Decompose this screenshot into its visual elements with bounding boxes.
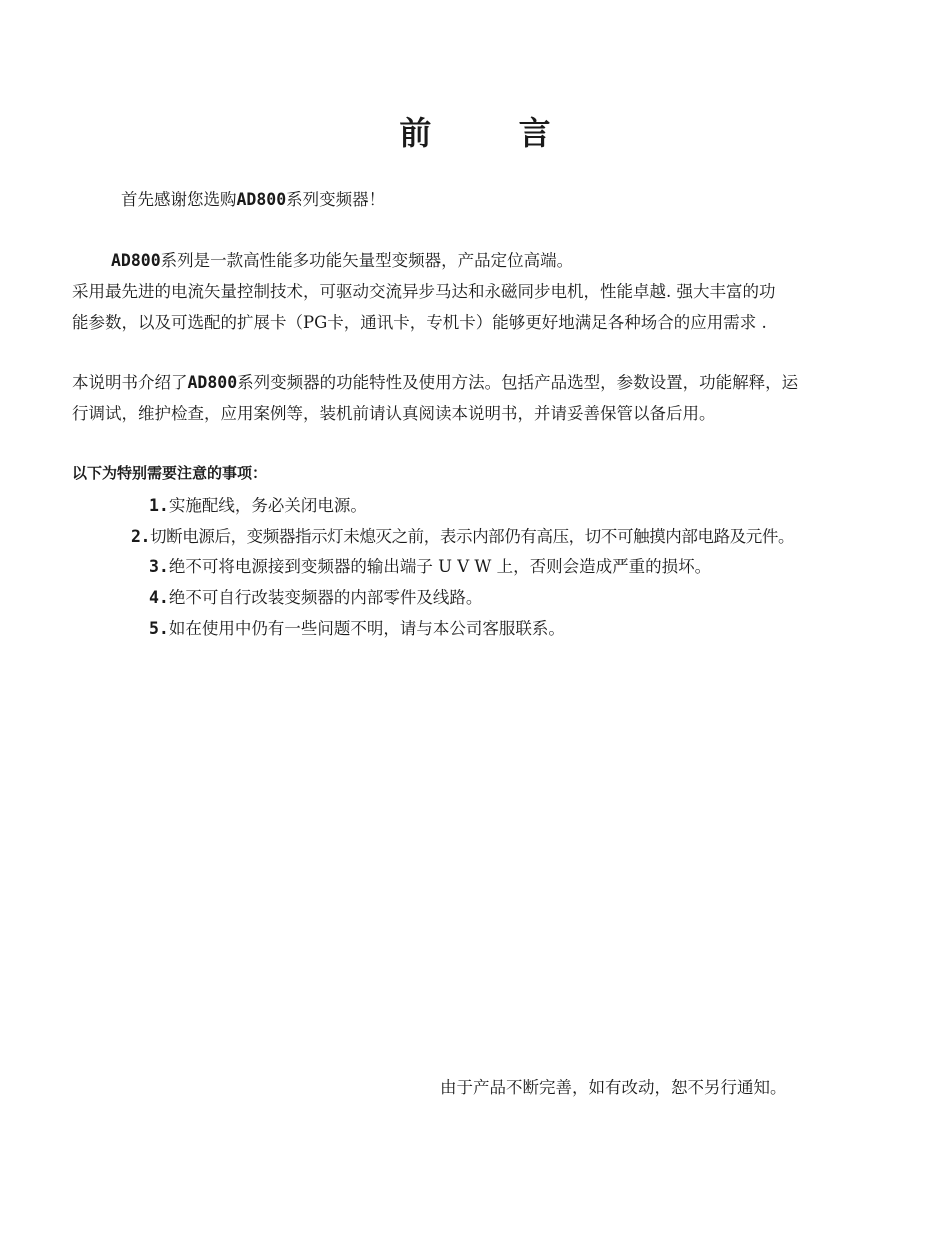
footer-note: 由于产品不断完善，如有改动，恕不另行通知。 <box>440 1078 787 1097</box>
notice-item-text: 绝不可将电源接到变频器的输出端子 U V W 上，否则会造成严重的损坏。 <box>168 557 712 576</box>
greeting-suffix: 系列变频器！ <box>286 190 386 209</box>
notice-item <box>149 613 565 644</box>
notice-item-text: 切断电源后，变频器指示灯未熄灭之前，表示内部仍有高压，切不可触摸内部电路及元件。 <box>150 527 795 546</box>
greeting-paragraph <box>121 184 950 215</box>
notice-item-number: 4. <box>149 588 169 607</box>
intro-model: AD800 <box>111 251 161 270</box>
notice-item <box>149 582 482 613</box>
manual-line-2: 行调试，维护检查，应用案例等，装机前请认真阅读本说明书，并请妥善保管以备后用。 <box>72 404 716 423</box>
notice-item-text: 实施配线，务必关闭电源。 <box>168 496 367 515</box>
greeting-prefix: 首先感谢您选购 <box>121 190 237 209</box>
manual-line-1 <box>72 367 920 398</box>
intro-line-1-text: 系列是一款高性能多功能矢量型变频器，产品定位高端。 <box>160 251 574 270</box>
intro-line-3: 能参数，以及可选配的扩展卡（PG卡，通讯卡，专机卡）能够更好地满足各种场合的应用需求 . <box>72 313 767 332</box>
manual-model: AD800 <box>187 373 238 392</box>
page-title: 前 言 <box>399 114 589 152</box>
intro-paragraph <box>72 245 920 338</box>
manual-paragraph <box>72 367 920 429</box>
notice-item-number: 5. <box>149 619 169 638</box>
greeting-model: AD800 <box>236 190 287 209</box>
notice-item-number: 2. <box>131 527 151 546</box>
notice-item <box>131 521 794 552</box>
notice-item-text: 绝不可自行改装变频器的内部零件及线路。 <box>168 588 483 607</box>
notice-item <box>149 551 711 582</box>
manual-line-1-prefix: 本说明书介绍了 <box>72 373 188 392</box>
notice-heading: 以下为特别需要注意的事项： <box>72 464 268 482</box>
intro-line-2: 采用最先进的电流矢量控制技术，可驱动交流异步马达和永磁同步电机，性能卓越. 强大丰富的功 <box>72 282 776 301</box>
intro-line-1 <box>72 245 920 276</box>
notice-item-number: 3. <box>149 557 169 576</box>
notice-item <box>149 490 367 521</box>
notice-item-text: 如在使用中仍有一些问题不明，请与本公司客服联系。 <box>168 619 565 638</box>
manual-line-1-suffix: 系列变频器的功能特性及使用方法。包括产品选型，参数设置，功能解释，运 <box>237 373 799 392</box>
notice-item-number: 1. <box>149 496 169 515</box>
